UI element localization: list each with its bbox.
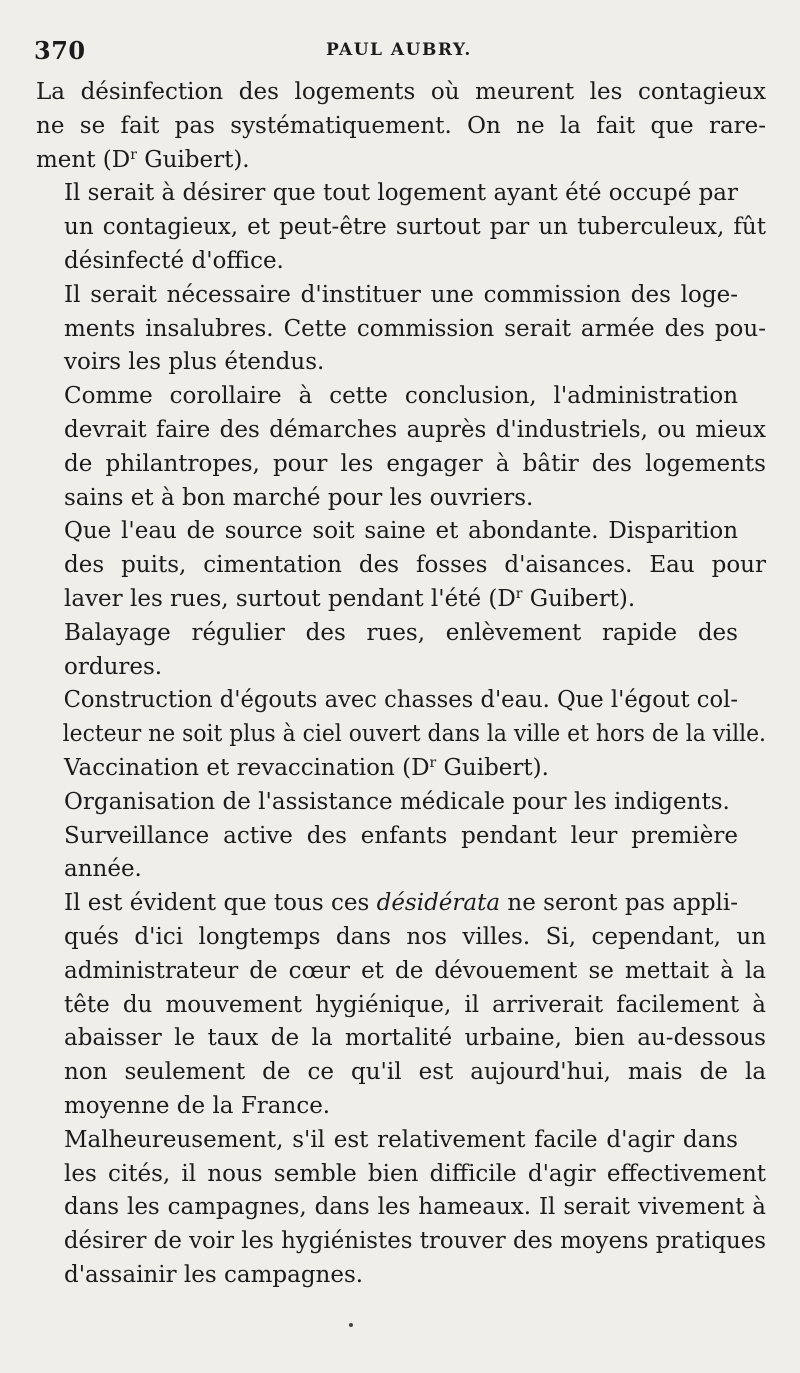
text-line: laver les rues, surtout pendant l'été ($D^r$ Guibert). [64,585,636,612]
paragraph [36,279,766,380]
paragraph [36,786,766,820]
paragraph [36,684,766,752]
text-line: non seulement de ce qu'il est aujourd'hui, mais de la [64,1059,767,1086]
text-line: Organisation de l'assistance médicale pour les indigents. [64,788,730,815]
text-line: Balayage régulier des rues, enlèvement rapide des [64,619,738,646]
text-line: Construction d'égouts avec chasses d'eau. Que l'égout col- [63,687,739,714]
paragraph [36,380,766,515]
text-line: Surveillance active des enfants pendant leur première [64,822,738,849]
text-line: ordures. [64,653,163,680]
superscript: r [429,754,437,771]
paragraph [36,752,766,786]
superscript: r [130,146,137,163]
text-line: lecteur ne soit plus à ciel ouvert dans la ville et hors de la ville. [62,721,767,748]
text-line: Que l'eau de source soit saine et abondante. Disparition [64,518,739,545]
text-line: Vaccination et revaccination ($D^r$ Guibert). [64,754,549,781]
paragraph [36,515,766,616]
text-line: ments insalubres. Cette commission serait armée des pou- [64,315,766,342]
text-line: ne se fait pas systématiquement. On ne la fait que rare- [36,112,767,139]
paragraph [36,887,766,1124]
text-line: La désinfection des logements où meurent les contagieux [36,79,767,105]
text-line: des puits, cimentation des fosses d'aisances. Eau pour [64,552,766,579]
text-line: devrait faire des démarches auprès d'industriels, ou mieux [64,416,766,443]
page-header [34,36,740,70]
text-line: désinfecté d'office. [64,247,284,274]
body-text [36,76,766,1293]
text-line: moyenne de la France. [64,1092,331,1119]
page-footer-marks [0,1319,800,1339]
text-line: abaisser le taux de la mortalité urbaine, bien au-dessous [64,1025,766,1052]
text-line: d'assainir les campagnes. [64,1261,364,1288]
paragraph [36,177,766,278]
text-line: de philantropes, pour les engager à bâtir des logements [64,450,766,477]
paragraph [36,76,766,177]
paragraph [36,820,766,888]
paragraph [36,1124,766,1293]
running-head: PAUL AUBRY. [326,40,472,60]
text-line: Il serait à désirer que tout logement ayant été occupé par [63,180,738,207]
page-number: 370 [34,36,86,65]
ink-speck [349,1323,353,1327]
text-line: les cités, il nous semble bien difficile d'agir effectivement [64,1160,767,1187]
text-line: Il serait nécessaire d'instituer une commission des loge- [64,281,738,308]
text-line: qués d'ici longtemps dans nos villes. Si, cependant, un [64,923,767,950]
superscript: r [515,585,523,602]
italic-term: désidérata [376,890,501,917]
text-line: Comme corollaire à cette conclusion, l'administration [64,383,739,410]
text-line: ment ($D^r$ Guibert). [36,146,250,173]
text-line: Il est évident que tous ces désidérata ne seront pas appli- [64,890,739,917]
text-line: un contagieux, et peut-être surtout par un tuberculeux, fût [64,214,766,241]
text-line: dans les campagnes, dans les hameaux. Il serait vivement à [64,1194,767,1221]
text-line: voirs les plus étendus. [64,349,325,376]
paragraph [36,617,766,685]
text-line: année. [64,856,142,883]
text-line: désirer de voir les hygiénistes trouver des moyens pratiques [63,1228,767,1255]
text-line: administrateur de cœur et de dévouement se mettait à la [64,957,766,984]
text-line: tête du mouvement hygiénique, il arriverait facilement à [64,991,766,1018]
text-line: sains et à bon marché pour les ouvriers. [64,484,534,511]
text-line: Malheureusement, s'il est relativement facile d'agir dans [64,1126,738,1153]
